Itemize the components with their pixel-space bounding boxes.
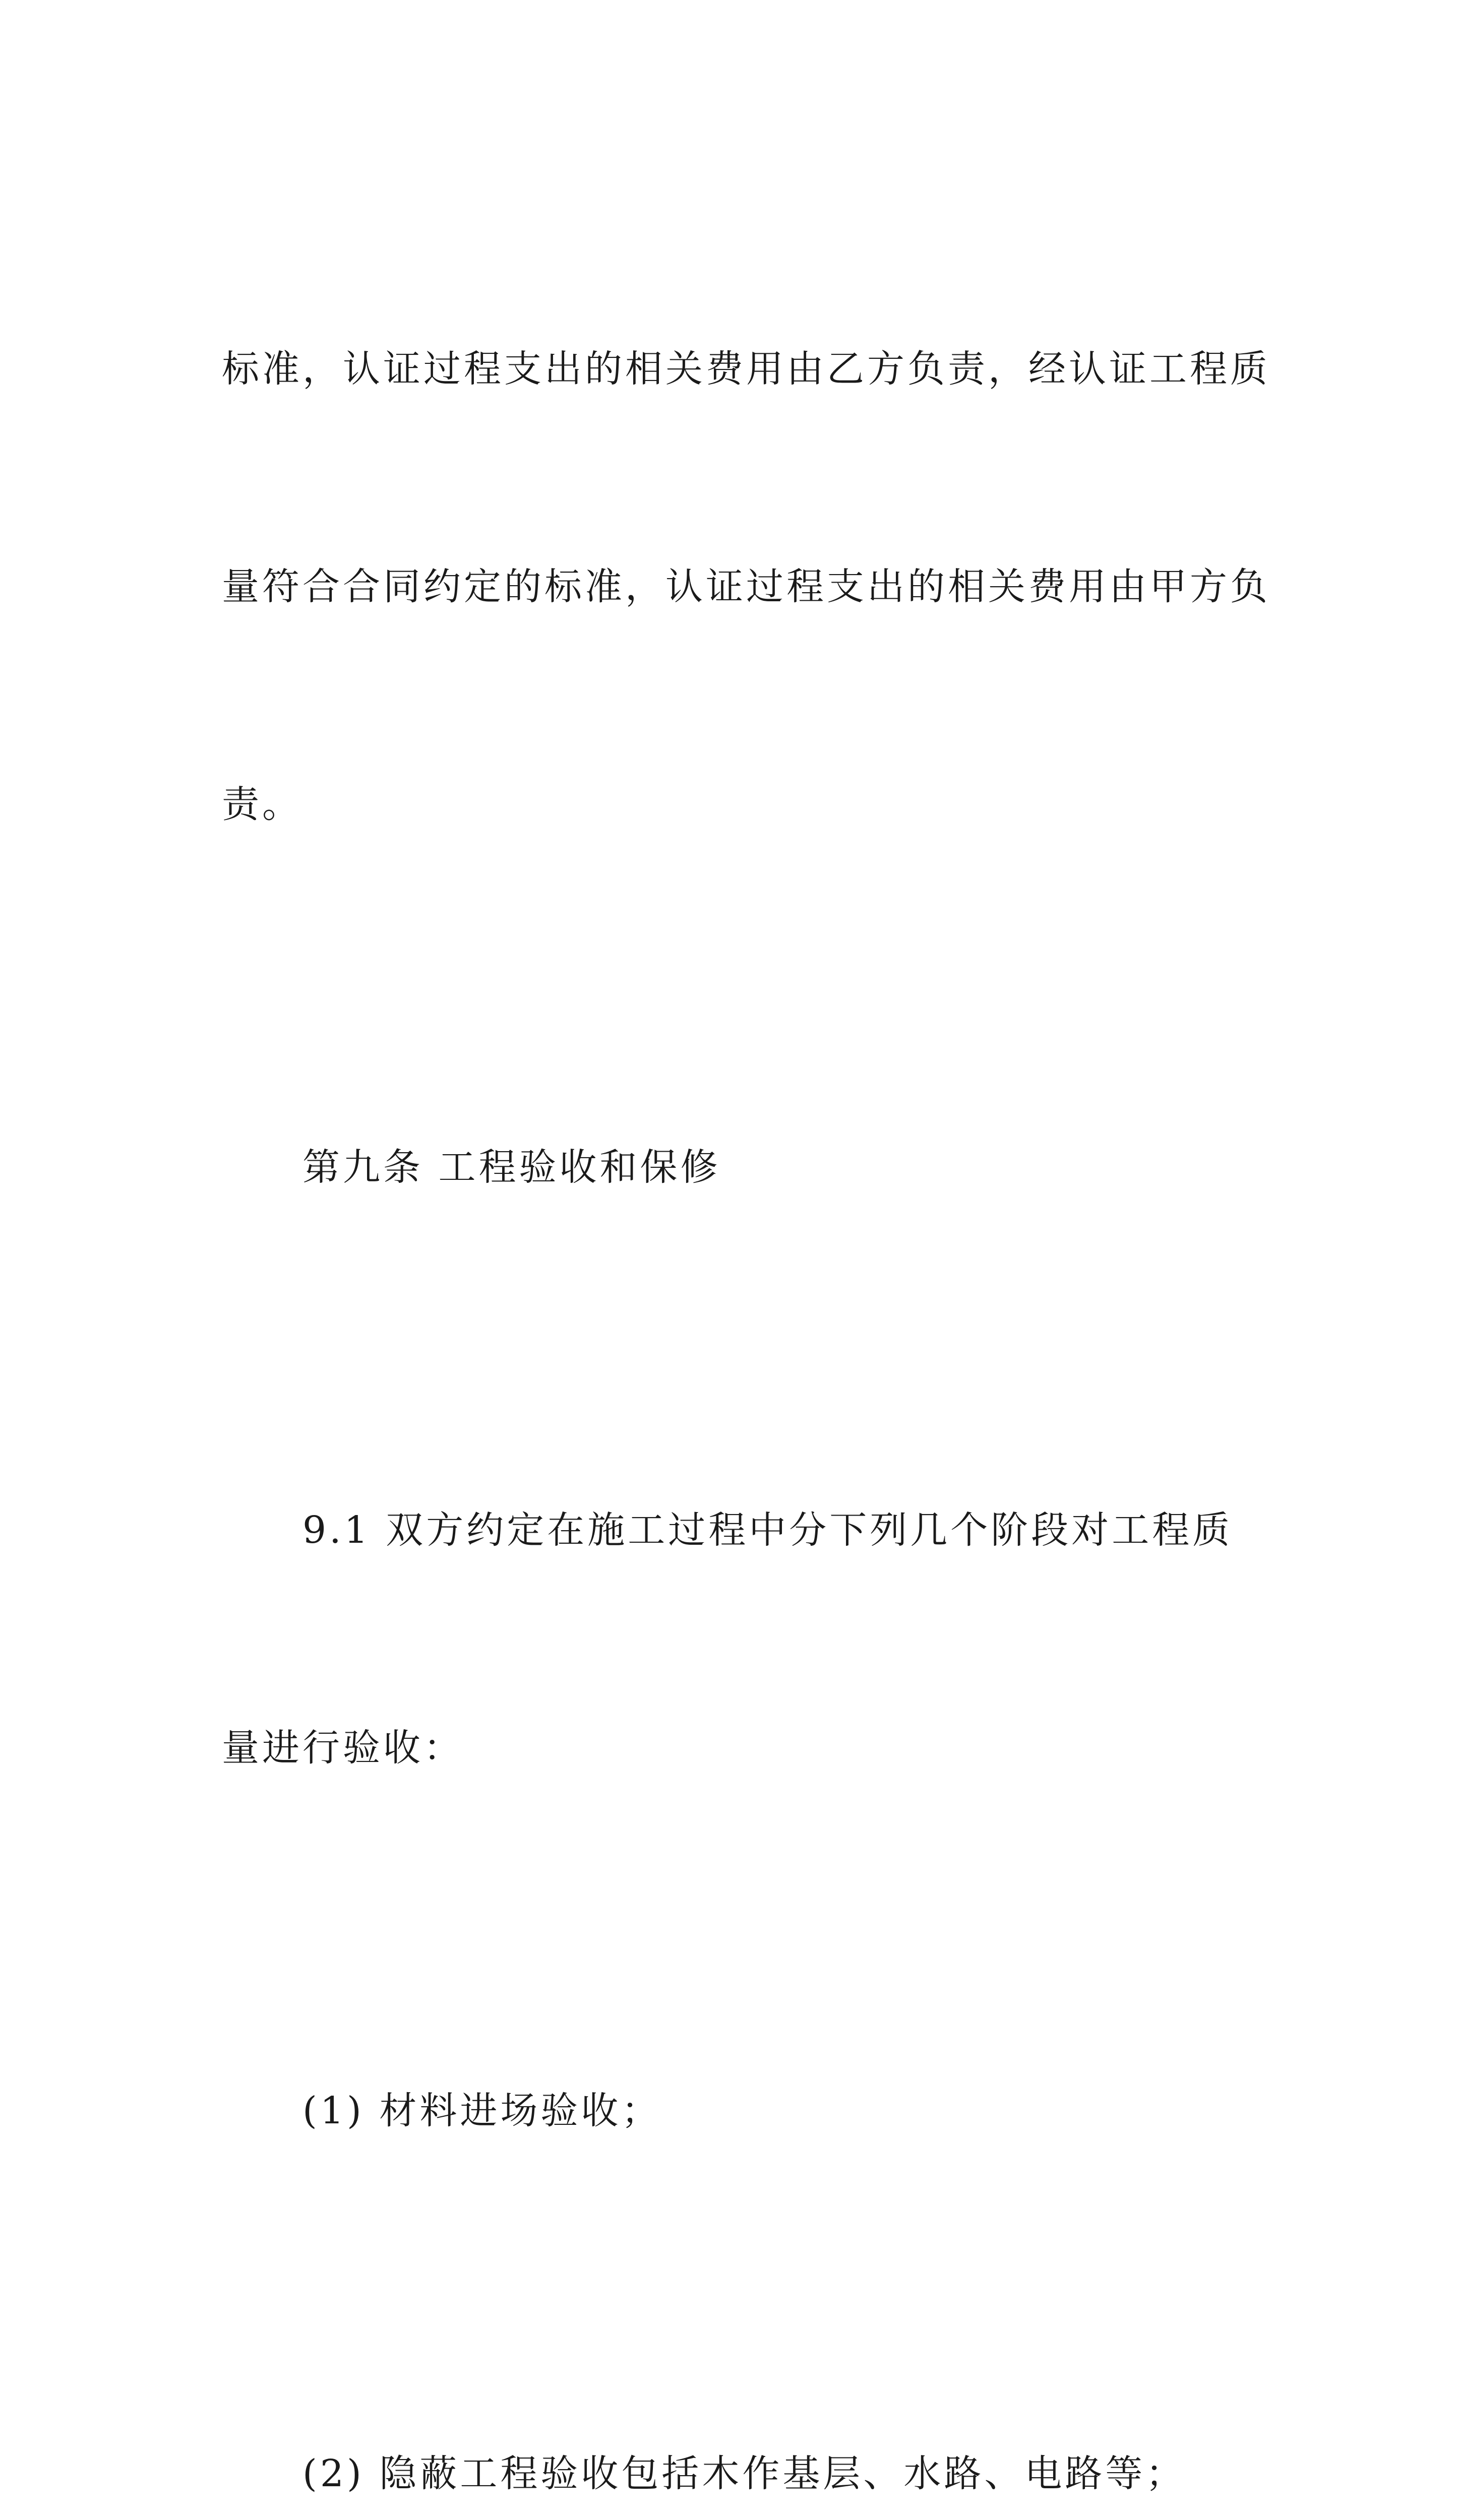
text-line: 标准，认证过程支出的相关费用由乙方负责，经认证工程质 <box>222 347 1270 391</box>
text-line: 责。 <box>222 783 302 826</box>
text-line: (2) 隐蔽工程验收包括木作基层、水路、电路等； <box>302 2452 1186 2495</box>
text-line: (1) 材料进场验收； <box>302 2089 662 2132</box>
clause-9-1 <box>222 1349 1268 1929</box>
list-item-1 <box>222 1929 1268 2292</box>
list-item-2 <box>222 2292 1268 2520</box>
text-line: 量符合合同约定的标准，认证过程支出的相关费用由甲方负 <box>222 565 1270 608</box>
document-body <box>222 187 1268 2520</box>
text-line: 量进行验收： <box>222 1726 464 1770</box>
paragraph-certification-cost <box>222 187 1268 986</box>
text-line: 9.1 双方约定在施工过程中分下列几个阶段对工程质 <box>302 1508 1233 1552</box>
section-heading-text: 第九条 工程验收和保修 <box>302 1146 721 1189</box>
section-heading-article-9 <box>222 986 1268 1349</box>
